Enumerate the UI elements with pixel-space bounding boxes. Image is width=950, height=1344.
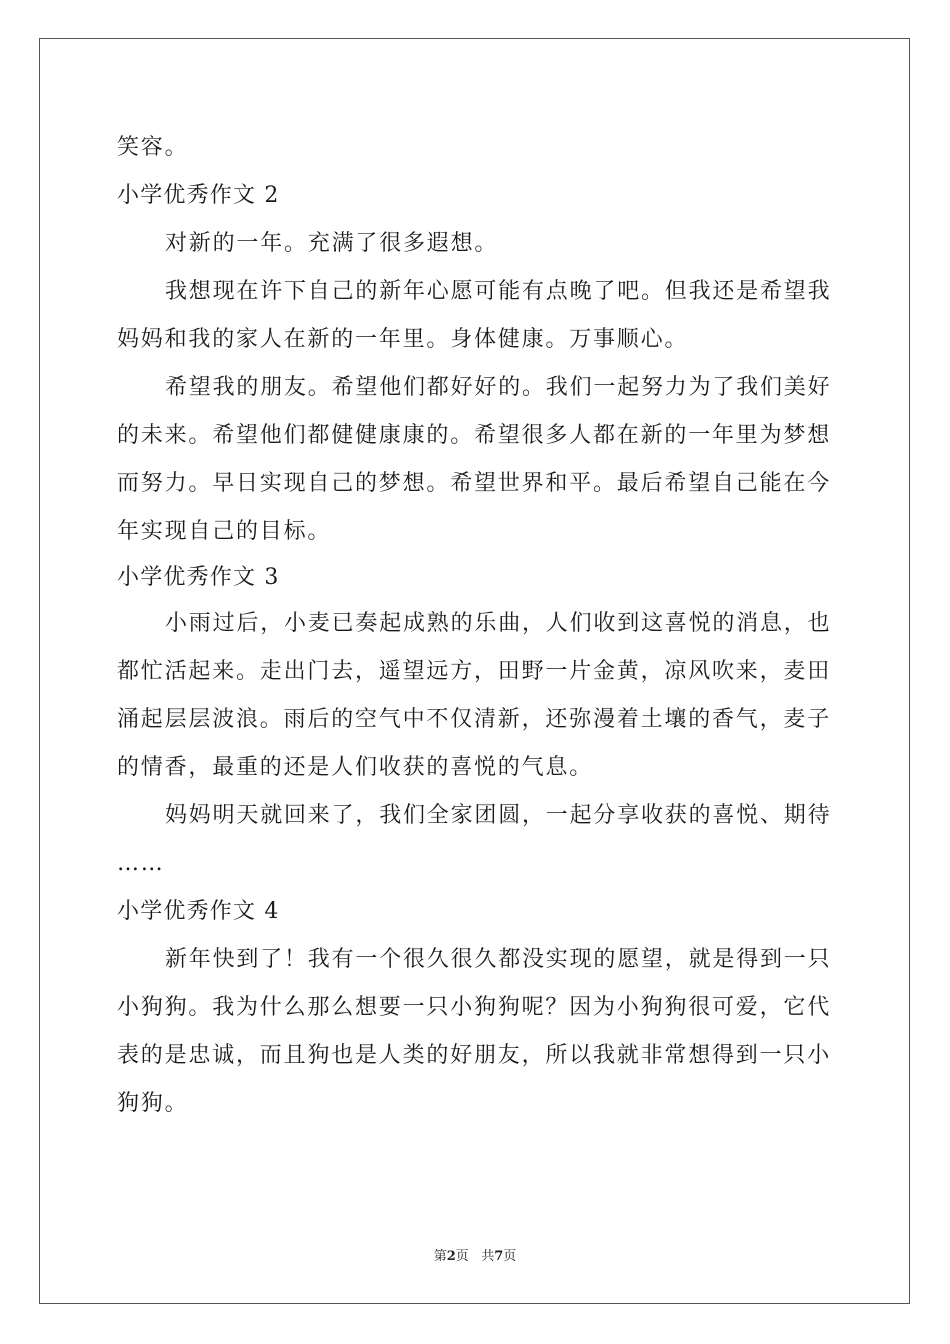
footer-page-number: 2 [446, 1249, 456, 1264]
paragraph-line: 的未来。希望他们都健健康康的。希望很多人都在新的一年里为梦想 [117, 423, 832, 448]
footer-total-prefix: 共 [481, 1249, 495, 1264]
paragraph-line: 的情香，最重的还是人们收获的喜悦的气息。 [117, 755, 594, 780]
paragraph-line: 新年快到了！我有一个很久很久都没实现的愿望，就是得到一只 [165, 947, 832, 972]
paragraph-line: 小狗狗。我为什么那么想要一只小狗狗呢？因为小狗狗很可爱，它代 [117, 995, 832, 1020]
paragraph-line: 笑容。 [117, 135, 189, 160]
paragraph-line: 表的是忠诚，而且狗也是人类的好朋友，所以我就非常想得到一只小 [117, 1043, 832, 1068]
footer-total-pages: 7 [494, 1249, 504, 1264]
footer-page-suffix: 页 [455, 1249, 469, 1264]
paragraph-line: 希望我的朋友。希望他们都好好的。我们一起努力为了我们美好 [165, 375, 832, 400]
paragraph-line: 妈妈和我的家人在新的一年里。身体健康。万事顺心。 [117, 327, 689, 352]
essay-heading: 小学优秀作文 4 [117, 899, 280, 924]
paragraph-line: 我想现在许下自己的新年心愿可能有点晚了吧。但我还是希望我 [165, 279, 832, 304]
paragraph-line: 涌起层层波浪。雨后的空气中不仅清新，还弥漫着土壤的香气，麦子 [117, 707, 832, 732]
paragraph-line: 妈妈明天就回来了，我们全家团圆，一起分享收获的喜悦、期待 [165, 803, 832, 828]
document-body [117, 128, 835, 1132]
footer-page-prefix: 第 [433, 1249, 447, 1264]
footer-total-suffix: 页 [503, 1249, 517, 1264]
page-footer [0, 1245, 950, 1264]
paragraph-line: 而努力。早日实现自己的梦想。希望世界和平。最后希望自己能在今 [117, 471, 832, 496]
paragraph-line: …… [117, 851, 165, 876]
paragraph-line: 对新的一年。充满了很多遐想。 [165, 231, 499, 256]
paragraph-line: 都忙活起来。走出门去，遥望远方，田野一片金黄，凉风吹来，麦田 [117, 659, 832, 684]
essay-heading: 小学优秀作文 2 [117, 183, 280, 208]
paragraph-line: 狗狗。 [117, 1091, 189, 1116]
essay-heading: 小学优秀作文 3 [117, 565, 280, 590]
paragraph-line: 小雨过后，小麦已奏起成熟的乐曲，人们收到这喜悦的消息，也 [165, 611, 832, 636]
paragraph-line: 年实现自己的目标。 [117, 519, 332, 544]
